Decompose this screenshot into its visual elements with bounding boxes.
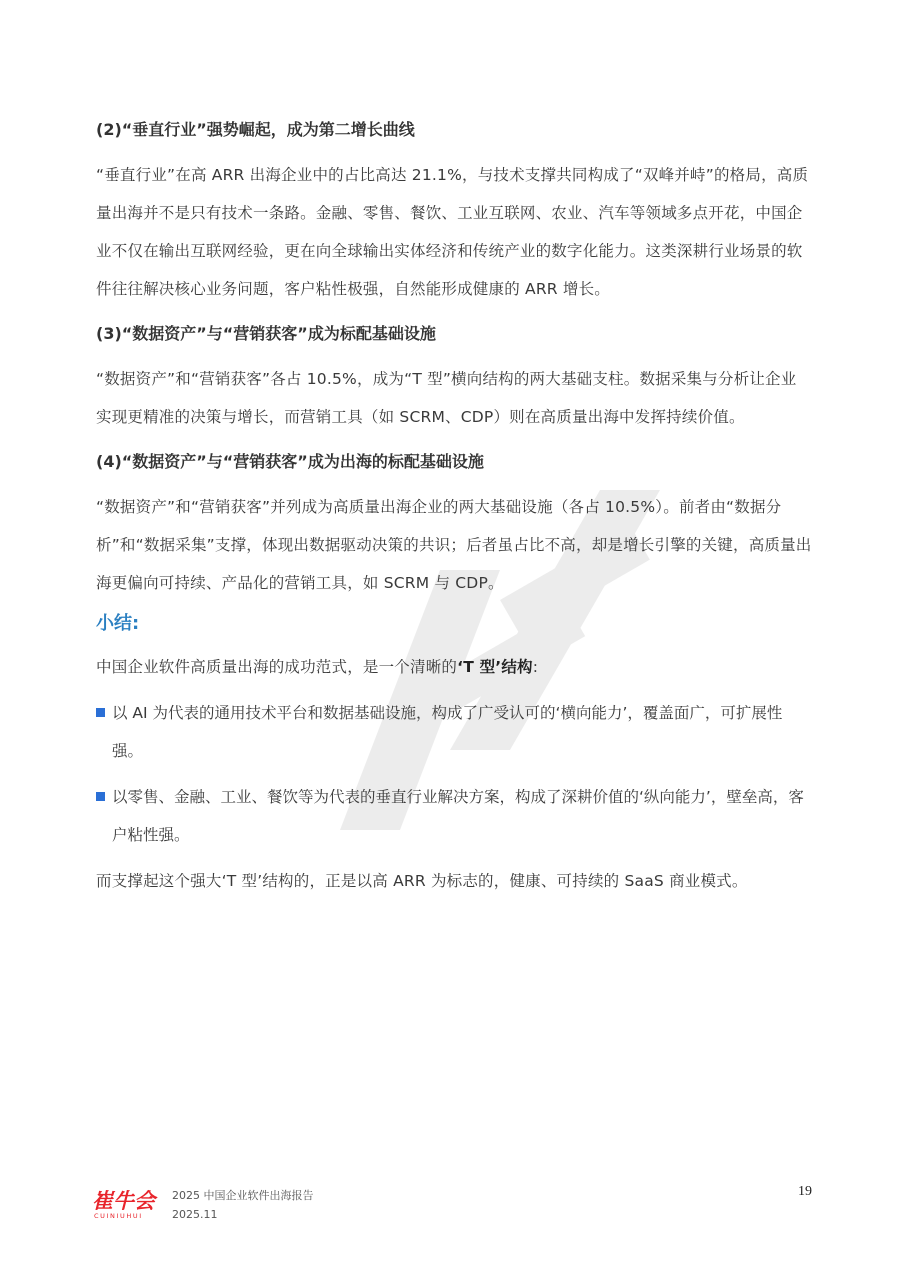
cuiniuhui-logo-icon [92, 1186, 168, 1220]
summary-bullet [96, 694, 812, 770]
page-content [96, 112, 812, 900]
section-heading-3: (3)“数据资产”与“营销获客”成为标配基础设施 [96, 324, 436, 343]
summary-intro-suffix: : [532, 658, 539, 676]
square-bullet-icon [96, 792, 105, 801]
logo-sub-text: CUINIUHUI [94, 1212, 143, 1220]
summary-intro-prefix: 中国企业软件高质量出海的成功范式，是一个清晰的 [96, 658, 458, 676]
footer-report-title: 2025 中国企业软件出海报告 [172, 1189, 314, 1202]
page-footer [92, 1186, 822, 1226]
summary-conclusion: 而支撑起这个强大‘T 型’结构的，正是以高 ARR 为标志的，健康、可持续的 SaaS 商业模式。 [96, 872, 748, 890]
summary-title: 小结: [96, 613, 140, 634]
page-number: 19 [798, 1184, 812, 1199]
summary-bullet [96, 778, 812, 854]
section-heading-2: (2)“垂直行业”强势崛起，成为第二增长曲线 [96, 120, 415, 139]
section-paragraph-2: “垂直行业”在高 ARR 出海企业中的占比高达 21.1%，与技术支撑共同构成了“双峰并峙”的格局，高质量出海并不是只有技术一条路。金融、零售、餐饮、工业互联网、农业、汽车等领域多点开花，中国企业不仅在输出互联网经验，更在向全球输出实体经济和传统产业的数字化能力。这类深耕行业场景的软件往往解决核心业务问题，客户粘性极强，自然能形成健康的 ARR 增长。 [96, 166, 809, 298]
section-paragraph-3: “数据资产”和“营销获客”各占 10.5%，成为“T 型”横向结构的两大基础支柱。数据采集与分析让企业实现更精准的决策与增长，而营销工具（如 SCRM、CDP）则在高质量出海中发挥持续价值。 [96, 370, 797, 426]
section-heading-4: (4)“数据资产”与“营销获客”成为出海的标配基础设施 [96, 452, 484, 471]
summary-bullet-text: 以 AI 为代表的通用技术平台和数据基础设施，构成了广受认可的‘横向能力’，覆盖面广，可扩展性强。 [112, 704, 783, 760]
summary-intro [96, 648, 812, 686]
footer-date: 2025.11 [172, 1208, 218, 1221]
logo-text: 崔牛会 [92, 1189, 155, 1213]
summary-intro-bold: ‘T 型’结构 [457, 658, 533, 676]
summary-bullet-text: 以零售、金融、工业、餐饮等为代表的垂直行业解决方案，构成了深耕价值的‘纵向能力’，壁垒高，客户粘性强。 [112, 788, 804, 844]
section-paragraph-4: “数据资产”和“营销获客”并列成为高质量出海企业的两大基础设施（各占 10.5%）。前者由“数据分析”和“数据采集”支撑，体现出数据驱动决策的共识；后者虽占比不高，却是增长引擎的关键，高质量出海更偏向可持续、产品化的营销工具，如 SCRM 与 CDP。 [96, 498, 812, 592]
square-bullet-icon [96, 708, 105, 717]
